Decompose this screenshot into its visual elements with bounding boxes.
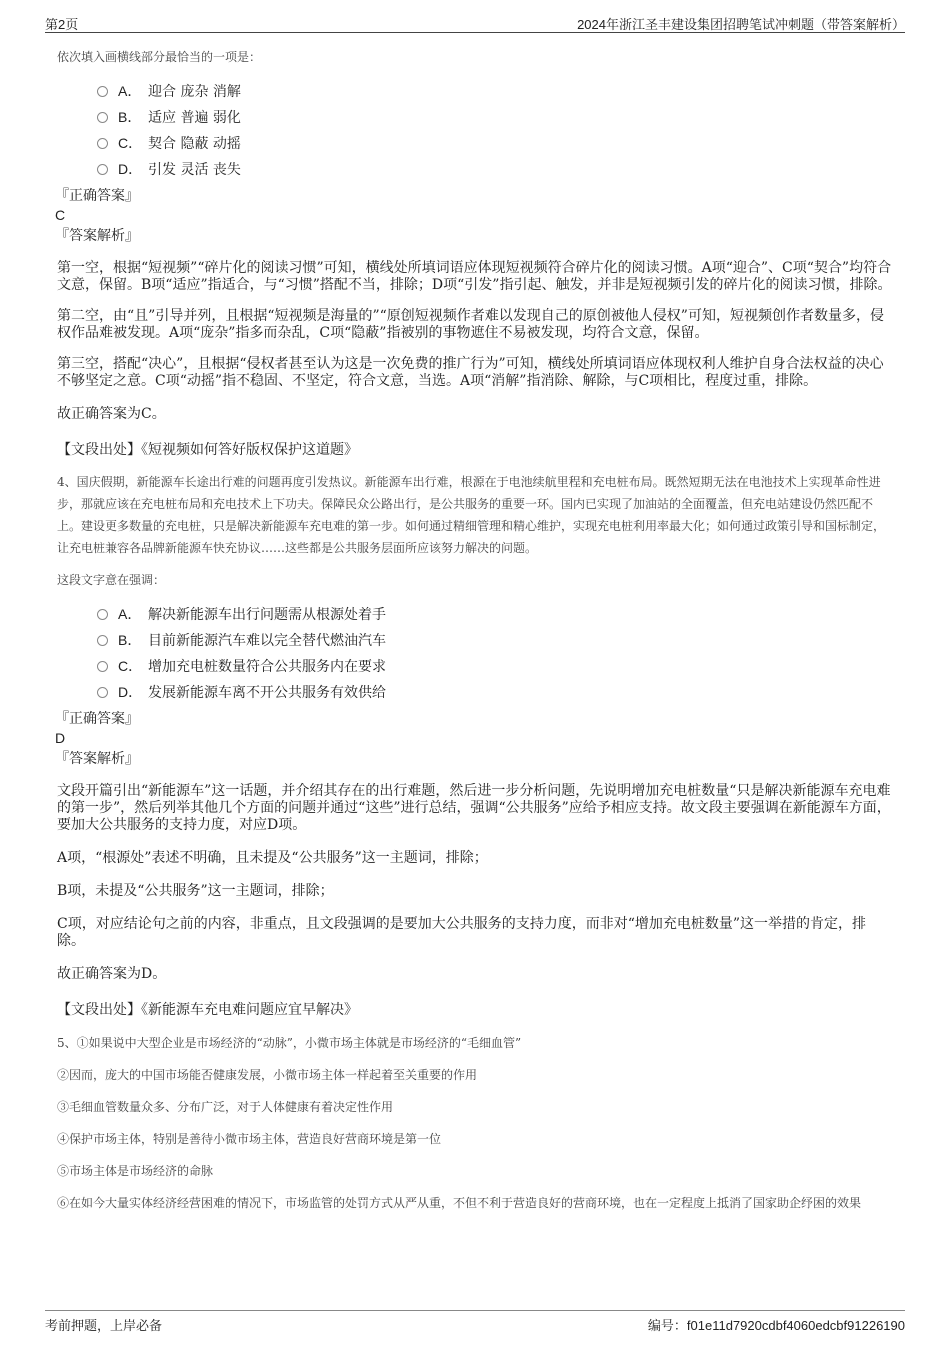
q5-sentence: ②因而，庞大的中国市场能否健康发展，小微市场主体一样起着至关重要的作用: [57, 1068, 478, 1082]
q4-options: [97, 601, 892, 705]
option-text: 契合 隐蔽 动摇: [148, 136, 241, 152]
q4-analysis-paragraph: 文段开篇引出“新能源车”这一话题，并介绍其存在的出行难题，然后进一步分析问题，先说明增加充电桩数量“只是解决新能源车充电难的第一步”，然后列举其他几个方面的问题并通过“这些”进行总结，强调“公共服务”应给予相应支持。故文段主要强调在新能源车方面，要加大公共服务的支持力度，对应D项。: [57, 783, 891, 833]
q3-prompt: 依次填入画横线部分最恰当的一项是：: [57, 50, 262, 64]
q4-analysis-label: 『答案解析』: [55, 751, 139, 767]
q3-option-d[interactable]: [97, 156, 892, 182]
q3-source: 【文段出处】《短视频如何答好版权保护这道题》: [57, 442, 358, 458]
q4-source: 【文段出处】《新能源车充电难问题应宜早解决》: [57, 1002, 358, 1018]
radio-icon[interactable]: [97, 86, 108, 97]
radio-icon[interactable]: [97, 164, 108, 175]
q3-answer: C: [55, 207, 66, 223]
radio-icon[interactable]: [97, 687, 108, 698]
q3-analysis-paragraph: 第三空，搭配“决心”，且根据“侵权者甚至认为这是一次免费的推广行为”可知，横线处所填词语应体现权利人维护自身合法权益的决心不够坚定之意。C项“动摇”指不稳固、不坚定，符合文意，当选。A项“消解”指消除、解除，与C项相比，程度过重，排除。: [57, 356, 884, 389]
q4-answer: D: [55, 730, 66, 746]
q3-options: [97, 78, 892, 182]
q4-passage: 4、国庆假期，新能源车长途出行难的问题再度引发热议。新能源车出行难，根源在于电池续航里程和充电桩布局。既然短期无法在电池技术上实现革命性进步，那就应该在充电桩布局和充电技术上下功夫。保障民众公路出行，是公共服务的重要一环。国内已实现了加油站的全面覆盖，但充电站建设仍然匹配不上。建设更多数量的充电桩，只是解决新能源车充电难的第一步。如何通过精细管理和精心维护，实现充电桩利用率最大化；如何通过政策引导和国标制定，让充电桩兼容各品牌新能源车快充协议……这些都是公共服务层面所应该努力解决的问题。: [57, 475, 886, 555]
option-text: 引发 灵活 丧失: [148, 162, 241, 178]
radio-icon[interactable]: [97, 112, 108, 123]
option-letter: D．: [118, 161, 143, 177]
q3-conclusion: 故正确答案为C。: [57, 406, 166, 422]
q3-answer-label: 『正确答案』: [55, 188, 139, 204]
option-text: 目前新能源汽车难以完全替代燃油汽车: [148, 633, 386, 649]
option-text: 迎合 庞杂 消解: [148, 84, 241, 100]
q3-analysis-paragraph: 第二空，由“且”引导并列，且根据“短视频是海量的”“原创短视频作者难以发现自己的原创被他人侵权”可知，短视频创作者数量多，侵权作品难被发现。A项“庞杂”指多而杂乱，C项“隐蔽”指被别的事物遮住不易被发现，均符合文意，保留。: [57, 308, 884, 341]
document-title: 2024年浙江圣丰建设集团招聘笔试冲刺题（带答案解析）: [577, 17, 905, 32]
q5-sentence: 5、①如果说中大型企业是市场经济的“动脉”，小微市场主体就是市场经济的“毛细血管”: [57, 1036, 522, 1050]
q5-sentence: ③毛细血管数量众多、分布广泛，对于人体健康有着决定性作用: [57, 1100, 394, 1114]
option-letter: C．: [118, 658, 143, 674]
footer-slogan: 考前押题，上岸必备: [45, 1318, 163, 1333]
q4-option-d[interactable]: [97, 679, 892, 705]
page-header: [45, 12, 905, 33]
q3-analysis-label: 『答案解析』: [55, 228, 139, 244]
option-text: 适应 普遍 弱化: [148, 110, 241, 126]
q4-prompt: 这段文字意在强调：: [57, 573, 166, 587]
radio-icon[interactable]: [97, 138, 108, 149]
q4-analysis-paragraph: A项，“根源处”表述不明确，且未提及“公共服务”这一主题词，排除；: [57, 850, 488, 866]
option-text: 解决新能源车出行问题需从根源处着手: [148, 607, 386, 623]
option-letter: C．: [118, 135, 143, 151]
radio-icon[interactable]: [97, 609, 108, 620]
option-letter: B．: [118, 632, 142, 648]
radio-icon[interactable]: [97, 661, 108, 672]
option-letter: B．: [118, 109, 142, 125]
q3-analysis-paragraph: 第一空，根据“短视频”“碎片化的阅读习惯”可知，横线处所填词语应体现短视频符合碎片化的阅读习惯。A项“迎合”、C项“契合”均符合文意，保留。B项“适应”指适合，与“习惯”搭配不当，排除；D项“引发”指引起、触发，并非是短视频引发的碎片化的阅读习惯，排除。: [57, 260, 892, 293]
q4-option-a[interactable]: [97, 601, 892, 627]
q4-analysis-paragraph: C项，对应结论句之前的内容，非重点，且文段强调的是要加大公共服务的支持力度，而非对“增加充电桩数量”这一举措的肯定，排除。: [57, 916, 867, 949]
page-content: [57, 46, 892, 1213]
q4-answer-label: 『正确答案』: [55, 711, 139, 727]
q5-sentence: ⑥在如今大量实体经济经营困难的情况下，市场监管的处罚方式从严从重，不但不利于营造良好的营商环境，也在一定程度上抵消了国家助企纾困的效果: [57, 1196, 862, 1210]
q3-option-a[interactable]: [97, 78, 892, 104]
option-letter: D．: [118, 684, 143, 700]
document-id: 编号：f01e11d7920cdbf4060edcbf91226190: [647, 1318, 905, 1333]
option-text: 增加充电桩数量符合公共服务内在要求: [148, 659, 386, 675]
q5-sentence: ⑤市场主体是市场经济的命脉: [57, 1164, 214, 1178]
option-letter: A．: [118, 606, 142, 622]
q4-option-c[interactable]: [97, 653, 892, 679]
q3-option-b[interactable]: [97, 104, 892, 130]
q5-sentence: ④保护市场主体，特别是善待小微市场主体，营造良好营商环境是第一位: [57, 1132, 442, 1146]
option-letter: A．: [118, 83, 142, 99]
radio-icon[interactable]: [97, 635, 108, 646]
q3-option-c[interactable]: [97, 130, 892, 156]
option-text: 发展新能源车离不开公共服务有效供给: [148, 685, 386, 701]
q4-analysis-paragraph: B项，未提及“公共服务”这一主题词，排除；: [57, 883, 334, 899]
page-footer: [45, 1310, 905, 1333]
q4-option-b[interactable]: [97, 627, 892, 653]
page-number: 第2页: [45, 17, 79, 32]
q4-conclusion: 故正确答案为D。: [57, 966, 167, 982]
